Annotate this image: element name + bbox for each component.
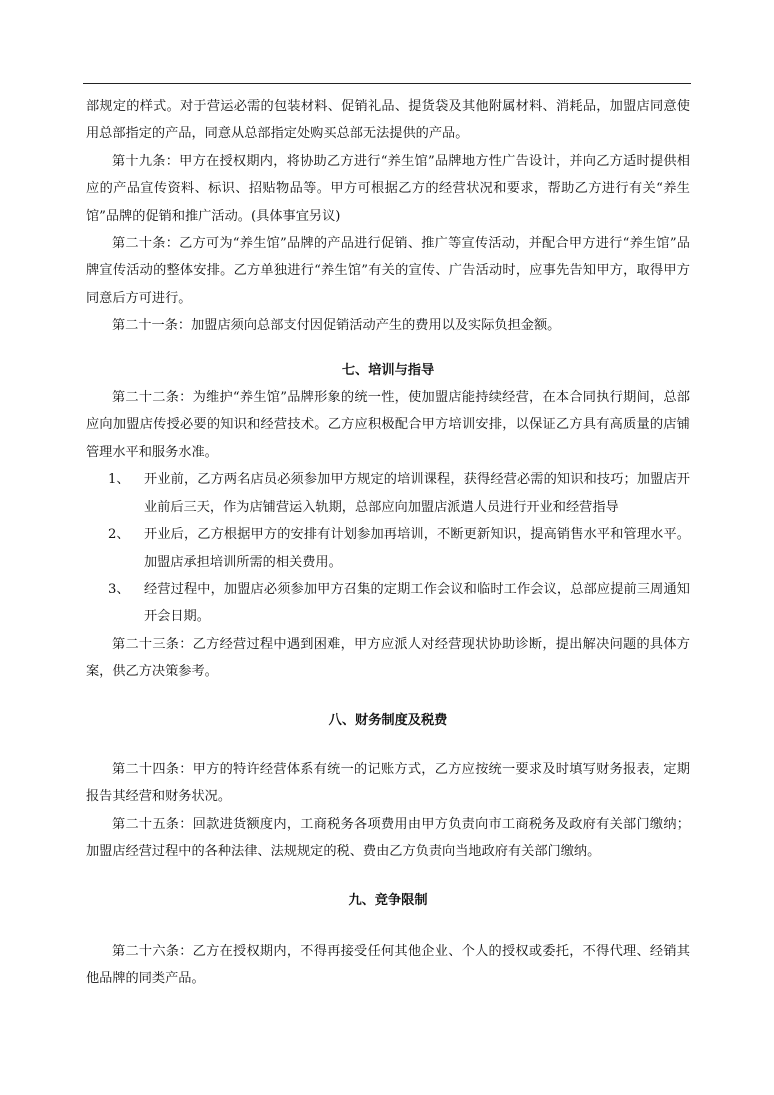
section-heading-9: 九、竞争限制 [348,892,428,908]
document-body [86,93,690,993]
article-20: 第二十条：乙方可为“养生馆”品牌的产品进行促销、推广等宣传活动，并配合甲方进行“养生馆”品牌宣传活动的整体安排。乙方单独进行“养生馆”有关的宣传、广告活动时，应事先告知甲方，取得甲方同意后方可进行。 [86,236,690,306]
article-25: 第二十五条：回款进货额度内，工商税务各项费用由甲方负责向市工商税务及政府有关部门缴纳；加盟店经营过程中的各种法律、法规规定的税、费由乙方负责向当地政府有关部门缴纳。 [86,816,690,860]
list-item [86,466,690,521]
list-item-number: 1、 [108,472,130,488]
article-22: 第二十二条：为维护“养生馆”品牌形象的统一性，使加盟店能持续经营，在本合同执行期间，总部应向加盟店传授必要的知识和经营技术。乙方应积极配合甲方培训安排，以保证乙方具有高质量的店铺管理水平和服务水准。 [86,390,690,460]
article-21: 第二十一条：加盟店须向总部支付因促销活动产生的费用以及实际负担金额。 [112,318,561,334]
list-item-number: 2、 [108,527,130,543]
list-item-text: 经营过程中，加盟店必须参加甲方召集的定期工作会议和临时工作会议，总部应提前三周通知开会日期。 [144,581,690,625]
list-item [86,576,690,631]
list-item [86,521,690,576]
section-heading-8: 八、财务制度及税费 [328,712,448,728]
header-rule [83,83,691,84]
article-23: 第二十三条：乙方经营过程中遇到困难，甲方应派人对经营现状协助诊断，提出解决问题的具体方案，供乙方决策参考。 [86,636,690,680]
article-26: 第二十六条：乙方在授权期内，不得再接受任何其他企业、个人的授权或委托，不得代理、经销其他品牌的同类产品。 [86,943,690,987]
paragraph-continued: 部规定的样式。对于营运必需的包装材料、促销礼品、提货袋及其他附属材料、消耗品，加盟店同意使用总部指定的产品，同意从总部指定处购买总部无法提供的产品。 [86,99,690,142]
list-item-number: 3、 [108,581,130,597]
section-heading-7: 七、培训与指导 [341,362,435,378]
article-19: 第十九条：甲方在授权期内，将协助乙方进行“养生馆”品牌地方性广告设计，并向乙方适时提供相应的产品宣传资料、标识、招贴物品等。甲方可根据乙方的经营状况和要求，帮助乙方进行有关“养生馆”品牌的促销和推广活动。(具体事宜另议) [86,153,690,224]
article-24: 第二十四条：甲方的特许经营体系有统一的记账方式，乙方应按统一要求及时填写财务报表，定期报告其经营和财务状况。 [86,761,690,805]
list-item-text: 开业后，乙方根据甲方的安排有计划参加再培训，不断更新知识，提高销售水平和管理水平。加盟店承担培训所需的相关费用。 [144,527,690,570]
list-item-text: 开业前，乙方两名店员必须参加甲方规定的培训课程，获得经营必需的知识和技巧；加盟店开业前后三天，作为店铺营运入轨期，总部应向加盟店派遣人员进行开业和经营指导 [144,472,690,515]
